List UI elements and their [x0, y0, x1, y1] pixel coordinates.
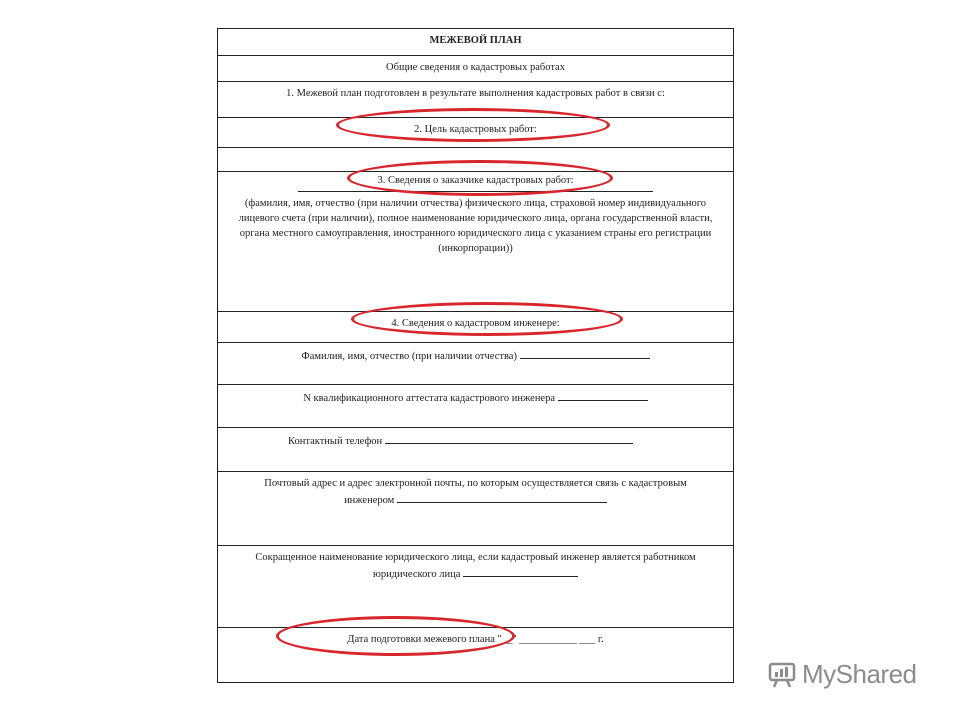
- short-name-label-cont: юридического лица: [372, 569, 461, 580]
- postal-label-cont: инженером: [344, 495, 395, 506]
- date-label: Дата подготовки межевого плана: [347, 634, 495, 645]
- short-name-label: Сокращенное наименование юридического лица, если кадастровый инженер является работником: [255, 552, 696, 563]
- item2-text: 2. Цель кадастровых работ:: [414, 124, 537, 135]
- item4-row: [218, 312, 733, 343]
- item3-text: 3. Сведения о заказчике кадастровых работ:: [377, 175, 574, 186]
- item2-blank-row: [218, 148, 733, 172]
- postal-fill-line: [397, 491, 607, 503]
- item1-text: 1. Межевой план подготовлен в результате выполнения кадастровых работ в связи с:: [286, 88, 665, 99]
- fio-label: Фамилия, имя, отчество (при наличии отчества): [301, 351, 517, 362]
- attestat-label: N квалификационного аттестата кадастрового инженера: [303, 393, 556, 404]
- watermark-text: MyShared: [802, 658, 917, 689]
- date-row: [218, 628, 733, 684]
- date-fill: "__" ___________ ___ г.: [497, 634, 604, 645]
- myshared-watermark: [768, 656, 917, 692]
- short-name-row: [218, 546, 733, 628]
- presentation-board-icon: [768, 660, 796, 688]
- fio-fill-line: [520, 347, 650, 359]
- attestat-row: [218, 385, 733, 428]
- fio-row: [218, 343, 733, 385]
- phone-row: [218, 428, 733, 472]
- postal-label: Почтовый адрес и адрес электронной почты, по которым осуществляется связь с кадастровым: [264, 478, 687, 489]
- postal-row: [218, 472, 733, 546]
- phone-label: Контактный телефон: [288, 436, 383, 447]
- short-name-fill-line: [463, 565, 578, 577]
- boundary-plan-form: [217, 28, 734, 683]
- title-row: [218, 29, 733, 56]
- general-info-heading: Общие сведения о кадастровых работах: [386, 62, 565, 73]
- customer-fill-line: [298, 190, 653, 192]
- general-row: [218, 56, 733, 82]
- item1-row: [218, 82, 733, 118]
- attestat-fill-line: [558, 389, 648, 401]
- item4-text: 4. Сведения о кадастровом инженере:: [391, 318, 560, 329]
- phone-fill-line: [385, 432, 633, 444]
- item3-note: (фамилия, имя, отчество (при наличии отчества) физического лица, страховой номер индивидуального лицевого счета (при наличии), полное наименование юридического лица, органа государственной власти, органа местного самоуправления, иностранного юридического лица с указанием страны его регистрации (инкорпорации)): [238, 198, 713, 254]
- form-title: МЕЖЕВОЙ ПЛАН: [429, 35, 522, 46]
- item3-row: [218, 172, 733, 312]
- item2-row: [218, 118, 733, 148]
